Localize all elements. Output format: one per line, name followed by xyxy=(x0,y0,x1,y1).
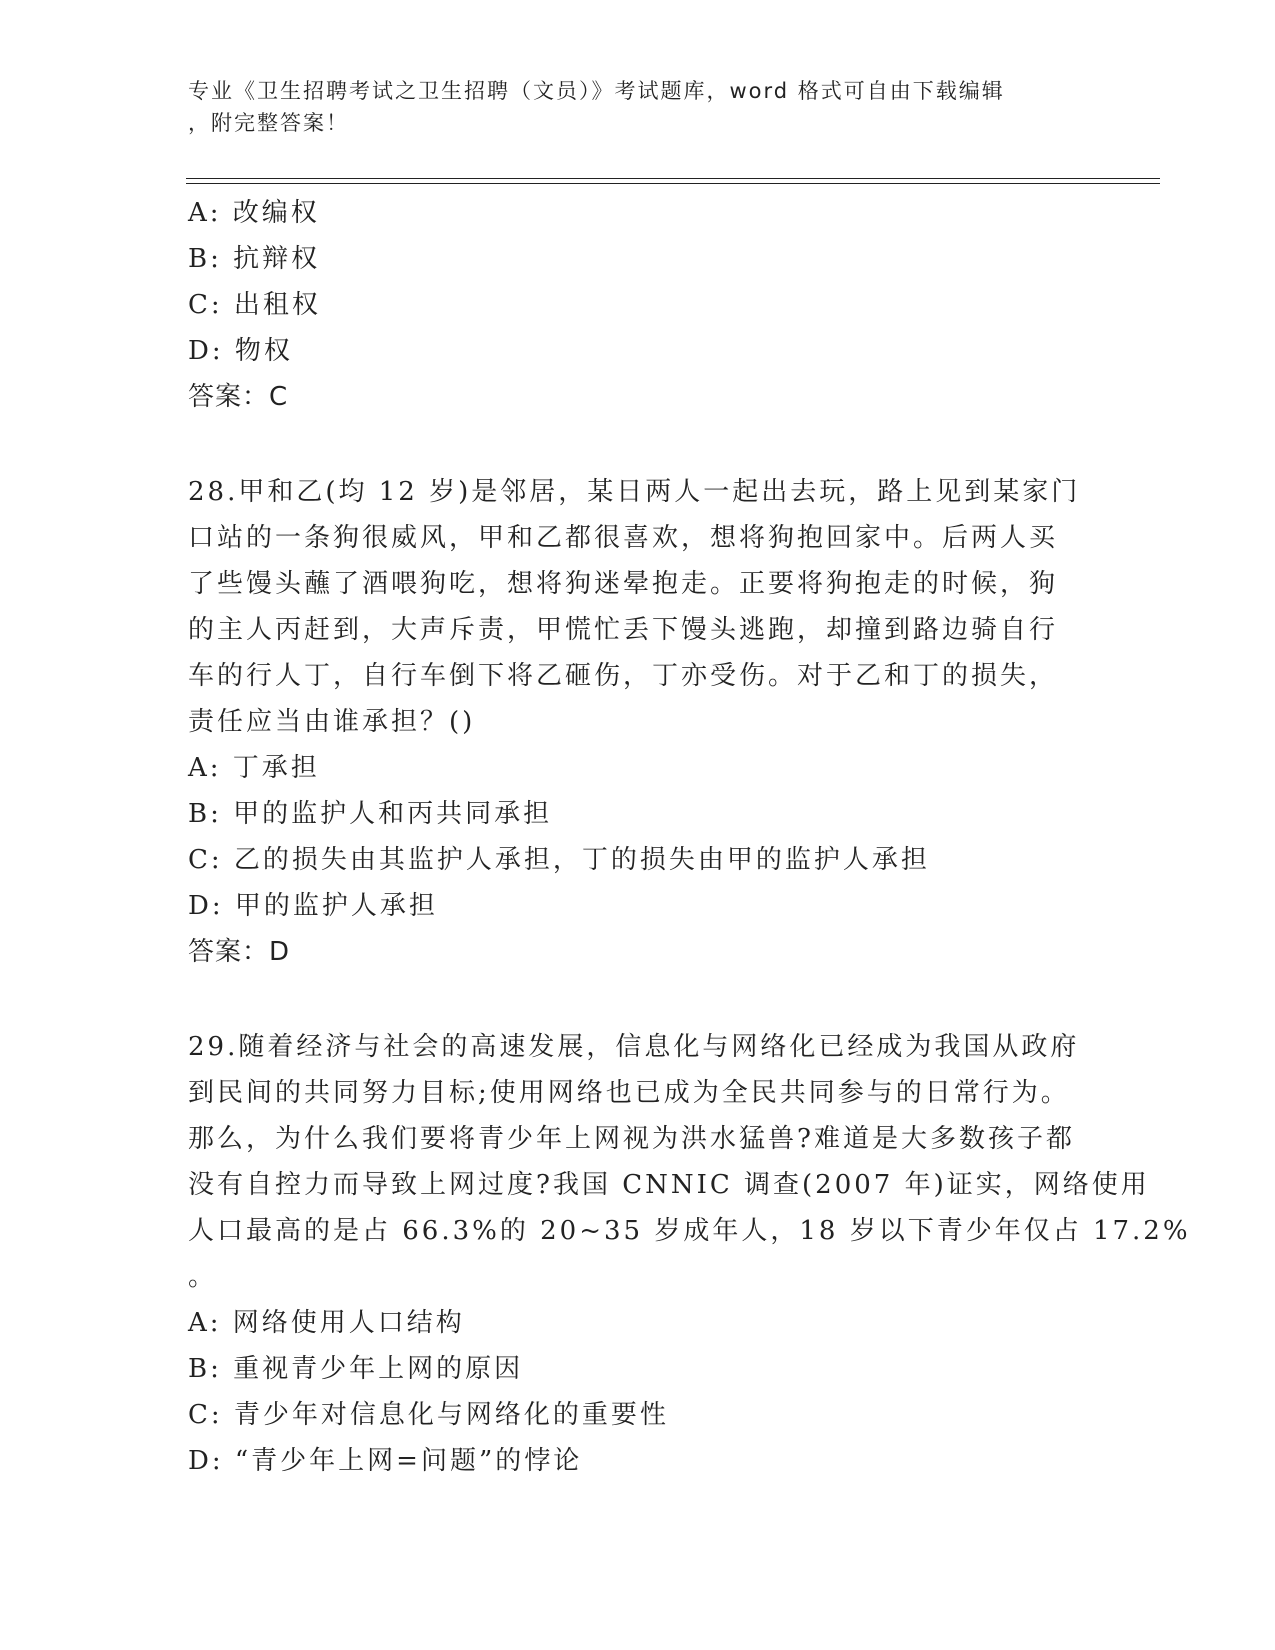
option-b: B: 重视青少年上网的原因 xyxy=(188,1354,524,1384)
option-d: D: 甲的监护人承担 xyxy=(188,891,438,921)
option-d: D: “青少年上网=问题”的悖论 xyxy=(188,1446,583,1476)
header-line-1: 专业《卫生招聘考试之卫生招聘（文员）》考试题库，word 格式可自由下载编辑 xyxy=(188,79,1005,103)
question-text-line: 没有自控力而导致上网过度?我国 CNNIC 调查(2007 年)证实，网络使用 xyxy=(188,1170,1150,1200)
question-text-line: 29.随着经济与社会的高速发展，信息化与网络化已经成为我国从政府 xyxy=(188,1032,1080,1062)
option-d: D: 物权 xyxy=(188,336,293,366)
question-text-line: 那么，为什么我们要将青少年上网视为洪水猛兽?难道是大多数孩子都 xyxy=(188,1124,1075,1154)
question-content xyxy=(188,190,1191,1484)
header-line-2: ，附完整答案！ xyxy=(188,111,349,135)
question-text-line: 28.甲和乙(均 12 岁)是邻居，某日两人一起出去玩，路上见到某家门 xyxy=(188,477,1081,507)
question-27 xyxy=(188,190,1088,420)
option-a: A: 网络使用人口结构 xyxy=(188,1308,465,1338)
question-gap xyxy=(188,420,1088,469)
question-text-line: 的主人丙赶到，大声斥责，甲慌忙丢下馒头逃跑，却撞到路边骑自行 xyxy=(188,615,1059,645)
question-gap xyxy=(188,975,1088,1024)
question-text-line: 到民间的共同努力目标;使用网络也已成为全民共同参与的日常行为。 xyxy=(188,1078,1070,1108)
question-text-line: 了些馒头蘸了酒喂狗吃，想将狗迷晕抱走。正要将狗抱走的时候，狗 xyxy=(188,569,1059,599)
option-a: A: 改编权 xyxy=(188,198,320,228)
header-divider-top xyxy=(186,178,1160,179)
question-text-line: 车的行人丁，自行车倒下将乙砸伤，丁亦受伤。对于乙和丁的损失， xyxy=(188,661,1059,691)
document-header xyxy=(188,75,1068,139)
question-28 xyxy=(188,469,1088,975)
question-text-line: 人口最高的是占 66.3%的 20~35 岁成年人，18 岁以下青少年仅占 17.2% xyxy=(188,1216,1191,1246)
header-divider-bottom xyxy=(186,183,1160,184)
question-text-line: 口站的一条狗很威风，甲和乙都很喜欢，想将狗抱回家中。后两人买 xyxy=(188,523,1059,553)
answer-line: 答案：D xyxy=(188,937,291,967)
option-b: B: 抗辩权 xyxy=(188,244,321,274)
question-text-line: 责任应当由谁承担？() xyxy=(188,707,476,737)
option-b: B: 甲的监护人和丙共同承担 xyxy=(188,799,553,829)
option-c: C: 青少年对信息化与网络化的重要性 xyxy=(188,1400,669,1430)
answer-line: 答案：C xyxy=(188,382,289,412)
question-text-line: 。 xyxy=(188,1262,218,1292)
option-a: A: 丁承担 xyxy=(188,753,320,783)
option-c: C: 出租权 xyxy=(188,290,321,320)
question-29 xyxy=(188,1024,1191,1484)
option-c: C: 乙的损失由其监护人承担，丁的损失由甲的监护人承担 xyxy=(188,845,930,875)
